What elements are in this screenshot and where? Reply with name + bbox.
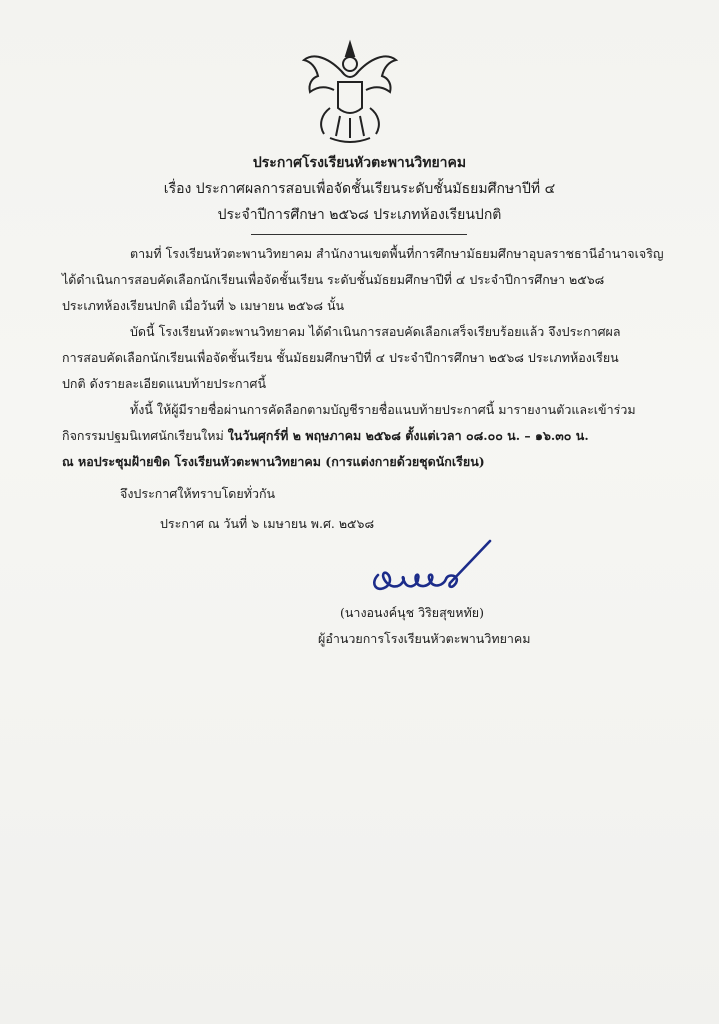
signer-title: ผู้อำนวยการโรงเรียนหัวตะพานวิทยาคม [318, 631, 531, 646]
announcement-date: ประกาศ ณ วันที่ ๖ เมษายน พ.ศ. ๒๕๖๘ [160, 516, 375, 531]
document-subject-line2: ประจำปีการศึกษา ๒๕๖๘ ประเภทห้องเรียนปกติ [217, 207, 502, 223]
paragraph2-line1: บัดนี้ โรงเรียนหัวตะพานวิทยาคม ได้ดำเนินการสอบคัดเลือกเสร็จเรียบร้อยแล้ว จึงประกาศผล [130, 324, 621, 339]
title-divider [251, 234, 467, 235]
paragraph3-line1: ทั้งนี้ ให้ผู้มีรายชื่อผ่านการคัดลือกตามบัญชีรายชื่อแนบท้ายประกาศนี้ มารายงานตัวและเข้าร่วม [130, 402, 636, 417]
paragraph1-line3: ประเภทห้องเรียนปกติ เมื่อวันที่ ๖ เมษายน ๒๕๖๘ นั้น [62, 298, 345, 313]
paragraph2-line2: การสอบคัดเลือกนักเรียนเพื่อจัดชั้นเรียน ชั้นมัธยมศึกษาปีที่ ๔ ประจำปีการศึกษา ๒๕๖๘ ประเภทห้องเรียน [62, 350, 619, 365]
paragraph2-line3: ปกติ ดังรายละเอียดแนบท้ายประกาศนี้ [62, 376, 267, 391]
paragraph1-line2: ได้ดำเนินการสอบคัดเลือกนักเรียนเพื่อจัดชั้นเรียน ระดับชั้นมัธยมศึกษาปีที่ ๔ ประจำปีการศึกษา ๒๕๖๘ [62, 272, 605, 287]
paragraph3-line2 [62, 426, 589, 446]
paragraph3-line2-text: กิจกรรมปฐมนิเทศนักเรียนใหม่ [62, 428, 228, 443]
document-title: ประกาศโรงเรียนหัวตะพานวิทยาคม [252, 155, 467, 171]
document-subject: เรื่อง ประกาศผลการสอบเพื่อจัดชั้นเรียนระดับชั้นมัธยมศึกษาปีที่ ๔ [163, 181, 556, 197]
closing-statement: จึงประกาศให้ทราบโดยทั่วกัน [120, 486, 276, 501]
signer-name: (นางอนงค์นุช วิริยสุขหทัย) [340, 605, 484, 620]
garuda-emblem-icon [300, 38, 400, 148]
signature-icon [360, 535, 500, 605]
orientation-venue: ณ หอประชุมฝ้ายขิด โรงเรียนหัวตะพานวิทยาคม (การแต่งกายด้วยชุดนักเรียน) [62, 454, 485, 469]
paragraph1-line1: ตามที่ โรงเรียนหัวตะพานวิทยาคม สำนักงานเขตพื้นที่การศึกษามัธยมศึกษาอุบลราชธานีอำนาจเจริญ [130, 246, 664, 261]
orientation-date-time: ในวันศุกร์ที่ ๒ พฤษภาคม ๒๕๖๘ ตั้งแต่เวลา ๐๘.๐๐ น. – ๑๖.๓๐ น. [227, 428, 589, 443]
